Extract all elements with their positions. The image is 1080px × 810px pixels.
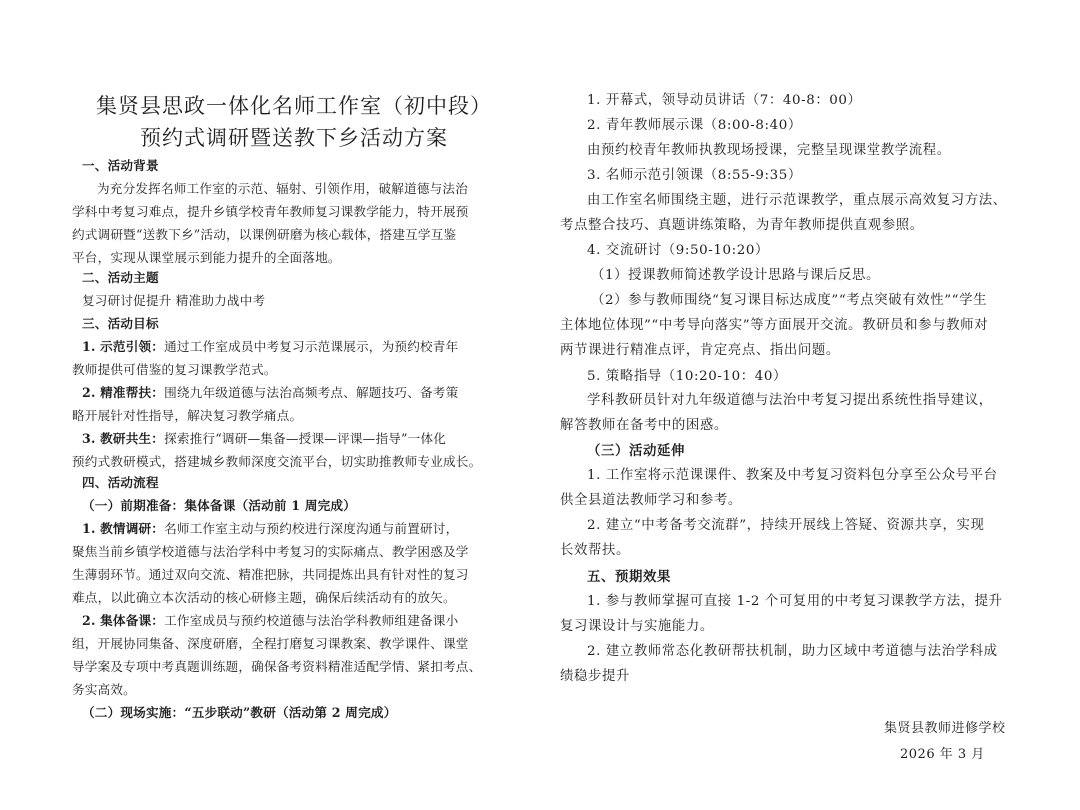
paragraph-line: 2. 建立“中考备考交流群”，持续开展线上答疑、资源共享，实现 xyxy=(587,518,985,533)
schedule-item: 4. 交流研讨（9:50-10:20） xyxy=(587,243,769,258)
paragraph-line: 预约式教研模式，搭建城乡教师深度交流平台，切实助推教师专业成长。 xyxy=(72,454,482,469)
schedule-item: 1. 开幕式，领导动员讲话（7：40-8：00） xyxy=(587,93,862,108)
section-heading: 三、活动目标 xyxy=(82,316,159,331)
paragraph-line: 平台，实现从课堂展示到能力提升的全面落地。 xyxy=(72,250,341,265)
subsection-heading: （二）现场实施：“五步联动”教研（活动第 2 周完成） xyxy=(82,705,397,720)
paragraph-line: 解答教师在备考中的困惑。 xyxy=(560,418,728,433)
item-text: 工作室成员与预约校道德与法治学科教师组建备课小 xyxy=(164,613,459,628)
goal-item xyxy=(82,383,526,403)
paragraph-line: （1）授课教师简述教学设计思路与课后反思。 xyxy=(591,268,880,283)
paragraph-line: 学科中考复习难点，提升乡镇学校青年教师复习课教学能力，特开展预 xyxy=(72,204,469,219)
signature-date: 2026 年 3 月 xyxy=(900,747,985,762)
goal-text: 通过工作室成员中考复习示范课展示，为预约校青年 xyxy=(164,339,459,354)
goal-label: 3. 教研共生： xyxy=(82,431,165,446)
paragraph-line: 略开展针对性指导，解决复习教学痛点。 xyxy=(72,408,303,423)
section-heading: 二、活动主题 xyxy=(82,270,159,285)
goal-label: 2. 精准帮扶： xyxy=(82,385,165,400)
paragraph-line: 长效帮扶。 xyxy=(560,543,630,558)
item-label: 2. 集体备课： xyxy=(82,613,165,628)
paragraph-line: 两节课进行精准点评，肯定亮点、指出问题。 xyxy=(560,343,840,358)
paragraph-line: 考点整合技巧、真题讲练策略，为青年教师提供直观参照。 xyxy=(560,218,924,233)
paragraph-line: 学科教研员针对九年级道德与法治中考复习提出系统性指导建议， xyxy=(587,393,993,408)
goal-text: 围绕九年级道德与法治高频考点、解题技巧、备考策 xyxy=(164,385,459,400)
schedule-item: 2. 青年教师展示课（8:00-8:40） xyxy=(587,118,802,133)
paragraph-line: 教师提供可借鉴的复习课教学范式。 xyxy=(72,362,277,377)
signature-org: 集贤县教师进修学校 xyxy=(884,721,1006,736)
subsection-heading: （三）活动延伸 xyxy=(587,443,685,459)
goal-item xyxy=(82,337,526,357)
goal-item xyxy=(82,429,526,449)
section-heading: 一、活动背景 xyxy=(82,158,159,173)
paragraph-line: 复习研讨促提升 精准助力战中考 xyxy=(82,293,266,308)
section-heading: 四、活动流程 xyxy=(82,475,159,490)
goal-text: 探索推行“调研—集备—授课—评课—指导”一体化 xyxy=(164,431,447,446)
section-heading: 五、预期效果 xyxy=(587,569,671,585)
paragraph-line: 导学案及专项中考真题训练题，确保备考资料精准适配学情、紧扣考点、 xyxy=(72,659,482,674)
paragraph-line: 生薄弱环节。通过双向交流、精准把脉，共同提炼出具有针对性的复习 xyxy=(72,567,469,582)
schedule-item: 5. 策略指导（10:20-10：40） xyxy=(587,369,787,384)
paragraph-line: 难点，以此确立本次活动的核心研修主题，确保后续活动有的放矢。 xyxy=(72,590,456,605)
page-subtitle: 预约式调研暨送教下乡活动方案 xyxy=(140,126,448,150)
paragraph-line: （2）参与教师围绕“复习课目标达成度”“考点突破有效性”“学生 xyxy=(591,293,988,308)
goal-label: 1. 示范引领： xyxy=(82,339,165,354)
paragraph-line: 1. 工作室将示范课课件、教案及中考复习资料包分享至公众号平台 xyxy=(587,468,998,483)
paragraph-line: 组，开展协同集备、深度研磨，全程打磨复习课教案、教学课件、课堂 xyxy=(72,636,469,651)
paragraph-line: 绩稳步提升 xyxy=(560,669,630,684)
item-text: 名师工作室主动与预约校进行深度沟通与前置研讨， xyxy=(164,521,459,536)
paragraph-line: 聚焦当前乡镇学校道德与法治学科中考复习的实际痛点、教学困惑及学 xyxy=(72,544,469,559)
paragraph-line: 1. 参与教师掌握可直接 1-2 个可复用的中考复习课教学方法，提升 xyxy=(587,594,1003,609)
paragraph-line: 约式调研暨“送教下乡”活动，以课例研磨为核心载体，搭建互学互鉴 xyxy=(72,227,457,242)
paragraph-line: 务实高效。 xyxy=(72,682,136,697)
page-title: 集贤县思政一体化名师工作室（初中段） xyxy=(96,94,492,118)
schedule-item: 3. 名师示范引领课（8:55-9:35） xyxy=(587,168,802,183)
paragraph-line: 2. 建立教师常态化教研帮扶机制，助力区域中考道德与法治学科成 xyxy=(587,644,998,659)
item-label: 1. 教情调研： xyxy=(82,521,165,536)
process-item xyxy=(82,519,526,539)
paragraph-line: 由预约校青年教师执教现场授课，完整呈现课堂教学流程。 xyxy=(587,143,951,158)
paragraph-line: 为充分发挥名师工作室的示范、辐射、引领作用，破解道德与法治 xyxy=(97,181,469,196)
process-item xyxy=(82,611,526,631)
paragraph-line: 主体地位体现”“中考导向落实”等方面展开交流。教研员和参与教师对 xyxy=(560,318,989,333)
subsection-heading: （一）前期准备：集体备课（活动前 1 周完成） xyxy=(82,498,357,513)
paragraph-line: 由工作室名师围绕主题，进行示范课教学，重点展示高效复习方法、 xyxy=(587,193,1007,208)
paragraph-line: 复习课设计与实施能力。 xyxy=(560,619,714,634)
paragraph-line: 供全县道法教师学习和参考。 xyxy=(560,493,742,508)
